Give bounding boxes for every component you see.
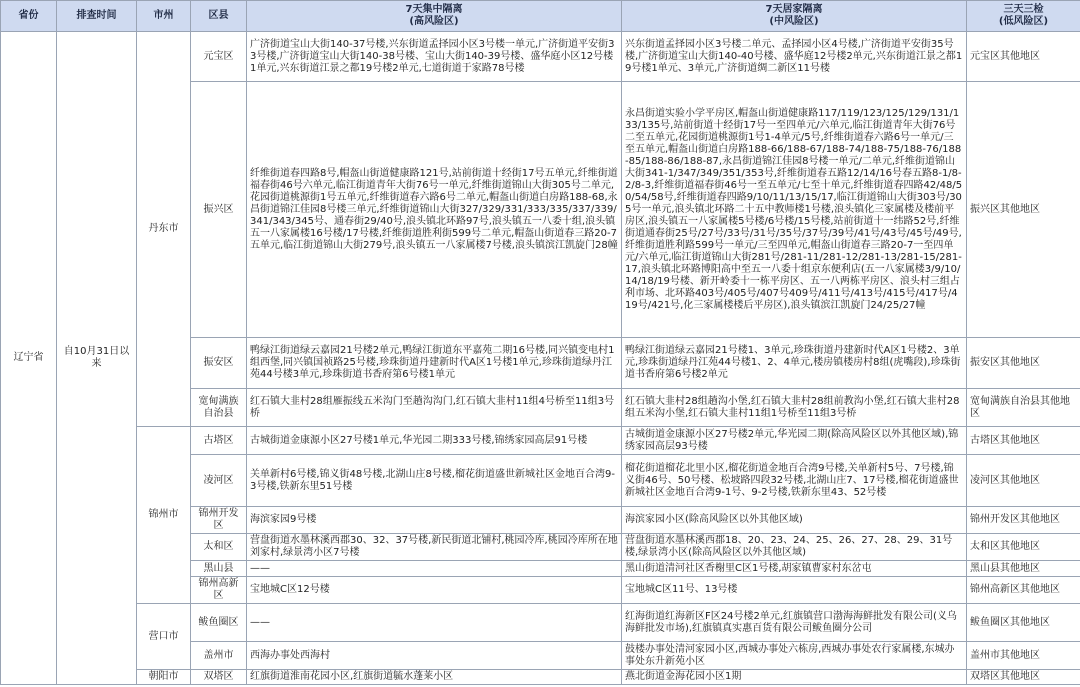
mid-risk-cell: 红海街道红海新区F区24号楼2单元,红旗镇营口渤海海鲜批发有限公司(义乌海鲜批发市场),红旗镇真实惠百货有限公司鲅鱼圈分公司 bbox=[622, 604, 967, 642]
header-district: 区县 bbox=[191, 1, 247, 32]
mid-risk-cell: 古城街道金康源小区27号楼2单元,华光园二期(除高风险区以外其他区域),锦绣家园高层93号楼 bbox=[622, 427, 967, 455]
table-row bbox=[1, 427, 1080, 455]
low-risk-cell: 鲅鱼圈区其他地区 bbox=[967, 604, 1080, 642]
district-cell: 太和区 bbox=[191, 534, 247, 561]
header-high-risk-line1: 7天集中隔离 bbox=[405, 4, 463, 15]
header-low-risk-line1: 三天三检 bbox=[1003, 4, 1044, 15]
low-risk-cell: 凌河区其他地区 bbox=[967, 455, 1080, 507]
province-cell: 辽宁省 bbox=[1, 32, 57, 685]
high-risk-cell: 红旗街道淮南花园小区,红旗街道毓水蓬莱小区 bbox=[247, 670, 622, 685]
low-risk-cell: 元宝区其他地区 bbox=[967, 32, 1080, 82]
high-risk-cell: 营盘街道水墨林溪西郡30、32、37号楼,新民街道北铺村,桃园冷库,桃园冷库所在地刘家村,绿景湾小区7号楼 bbox=[247, 534, 622, 561]
district-cell: 振兴区 bbox=[191, 82, 247, 338]
district-cell: 元宝区 bbox=[191, 32, 247, 82]
high-risk-cell: 红石镇大韭村28组雁振线五米沟门至趟沟沟门,红石镇大韭村11组4号桥至11组3号桥 bbox=[247, 389, 622, 427]
district-cell: 振安区 bbox=[191, 338, 247, 389]
mid-risk-cell: 红石镇大韭村28组趟沟小堡,红石镇大韭村28组前教沟小堡,红石镇大韭村28组五米沟小堡,红石镇大韭村11组1号桥至11组3号桥 bbox=[622, 389, 967, 427]
low-risk-cell: 古塔区其他地区 bbox=[967, 427, 1080, 455]
date-cell: 自10月31日以来 bbox=[57, 32, 137, 685]
low-risk-cell: 锦州高新区其他地区 bbox=[967, 577, 1080, 604]
high-risk-cell: —— bbox=[247, 604, 622, 642]
district-cell: 宽甸满族自治县 bbox=[191, 389, 247, 427]
header-mid-risk-line2: (中风险区) bbox=[769, 16, 819, 27]
table-row bbox=[1, 670, 1080, 685]
high-risk-cell: 纤维街道春四路8号,帽盔山街道健康路121号,站前街道十经街17号五单元,纤维街道福春街46号六单元,临江街道青年大街76号一单元,纤维街道锦山大街305号二单元,花园街道桃源街1号五单元,纤维街道春六路6号二单元,帽盔山街道白房路188-68,永昌街道锦江佳园8号楼三单元,纤维街道锦山大街327/329/331/333/335/337/339/341/343/345号、通春街29/40号,浪头镇北环路97号,浪头镇五一八委十组,浪头镇五一八家属楼16号楼/17号楼,纤维街道胜利街599号二单元,帽盔山街道春三路20-7五单元,临江街道锦山大街279号,浪头镇五一八家属楼7号楼,浪头镇滨江凯旋门28幢 bbox=[247, 82, 622, 338]
low-risk-cell: 双塔区其他地区 bbox=[967, 670, 1080, 685]
district-cell: 凌河区 bbox=[191, 455, 247, 507]
table-row bbox=[1, 604, 1080, 642]
high-risk-cell: 宝地城C区12号楼 bbox=[247, 577, 622, 604]
high-risk-cell: 古城街道金康源小区27号楼1单元,华光园二期333号楼,锦绣家园高层91号楼 bbox=[247, 427, 622, 455]
mid-risk-cell: 燕北街道金海花园小区1期 bbox=[622, 670, 967, 685]
low-risk-cell: 振兴区其他地区 bbox=[967, 82, 1080, 338]
header-city: 市州 bbox=[137, 1, 191, 32]
mid-risk-cell: 宝地城C区11号、13号楼 bbox=[622, 577, 967, 604]
district-cell: 盖州市 bbox=[191, 642, 247, 670]
low-risk-cell: 振安区其他地区 bbox=[967, 338, 1080, 389]
district-cell: 鲅鱼圈区 bbox=[191, 604, 247, 642]
mid-risk-cell: 营盘街道水墨林溪西郡18、20、23、24、25、26、27、28、29、31号楼,绿景湾小区(除高风险区以外其他区域) bbox=[622, 534, 967, 561]
high-risk-cell: —— bbox=[247, 561, 622, 577]
mid-risk-cell: 鼓楼办事处清河家园小区,西城办事处六栋房,西城办事处农行家属楼,东城办事处东升新苑小区 bbox=[622, 642, 967, 670]
high-risk-cell: 西海办事处西海村 bbox=[247, 642, 622, 670]
city-cell-chaoyang: 朝阳市 bbox=[137, 670, 191, 685]
district-cell: 锦州高新区 bbox=[191, 577, 247, 604]
header-row bbox=[1, 1, 1080, 32]
header-high-risk bbox=[247, 1, 622, 32]
low-risk-cell: 宽甸满族自治县其他地区 bbox=[967, 389, 1080, 427]
low-risk-cell: 太和区其他地区 bbox=[967, 534, 1080, 561]
low-risk-cell: 锦州开发区其他地区 bbox=[967, 507, 1080, 534]
mid-risk-cell: 兴东街道孟择园小区3号楼二单元、孟择园小区4号楼,广济街道平安街35号楼,广济街道宝山大街140-40号楼、盛华庭12号楼2单元,兴东街道江景之都19号楼1单元、3单元,广济街道绸二新区11号楼 bbox=[622, 32, 967, 82]
district-cell: 锦州开发区 bbox=[191, 507, 247, 534]
header-province: 省份 bbox=[1, 1, 57, 32]
city-cell-yingkou: 营口市 bbox=[137, 604, 191, 670]
table-row bbox=[1, 32, 1080, 82]
district-cell: 古塔区 bbox=[191, 427, 247, 455]
high-risk-cell: 广济街道宝山大街140-37号楼,兴东街道孟择园小区3号楼一单元,广济街道平安街33号楼,广济街道宝山大街140-38号楼、宝山大街140-39号楼、盛华庭小区12号楼1单元,兴东街道江景之都19号楼2单元,七道街道于家路78号楼 bbox=[247, 32, 622, 82]
high-risk-cell: 鸭绿江街道绿云嘉园21号楼2单元,鸭绿江街道东平嘉苑二期16号楼,同兴镇变电村1组西堡,同兴镇国祯路25号楼,珍珠街道丹建新时代A区1号楼1单元,珍珠街道绿丹江苑44号楼3单元,珍珠街道书香府第6号楼1单元 bbox=[247, 338, 622, 389]
header-low-risk bbox=[967, 1, 1080, 32]
low-risk-cell: 黑山县其他地区 bbox=[967, 561, 1080, 577]
mid-risk-cell: 海滨家园小区(除高风险区以外其他区域) bbox=[622, 507, 967, 534]
header-mid-risk-line1: 7天居家隔离 bbox=[765, 4, 823, 15]
header-mid-risk bbox=[622, 1, 967, 32]
mid-risk-cell: 鸭绿江街道绿云嘉园21号楼1、3单元,珍珠街道丹建新时代A区1号楼2、3单元,珍珠街道绿丹江苑44号楼1、2、4单元,楼房镇楼房村8组(虎嘴段),珍珠街道书香府第6号楼2单元 bbox=[622, 338, 967, 389]
district-cell: 黑山县 bbox=[191, 561, 247, 577]
mid-risk-cell: 黑山街道清河社区香榭里C区1号楼,胡家镇曹家村东岔屯 bbox=[622, 561, 967, 577]
mid-risk-cell: 永昌街道实验小学平房区,帽盔山街道健康路117/119/123/125/129/131/133/135号,站前街道十经街17号一至四单元/六单元,临江街道青年大街76号二至五单元,花园街道桃源街1号1-4单元/5号,纤维街道春六路6号一单元/三至五单元,帽盔山街道白房路188-66/188-67/188-74/188-75/188-76/188-85/188-86/188-87,永昌街道锦江佳园8号楼一单元/二单元,纤维街道锦山大街341-1/347/349/351/353号,纤维街道春五路12/14/16号春五路8-1/8-2/8-3,纤维街道福春街46号一至五单元/七至十单元,纤维街道春四路42/48/50/54/58号,纤维街道春四路9/10/11/13/15/17,临江街道锦山大街303号/305号一单元,浪头镇北环路二十五中教师楼1号楼,浪头镇化三家属楼及楼前平房区,浪头镇五一八家属楼5号楼/6号楼/15号楼,站前街道十一纬路52号,纤维街道通春街25号/27号/33号/31号/35号/37号/39号/41号/43号/45号/49号,纤维街道胜利路599号一单元/三至四单元,帽盔山街道春三路20-7一至四单元/六单元,临江街道锦山大街281号/281-11/281-12/281-13/281-15/281-17,浪头镇北环路博阳高中至五一八委十组京东便利店(五一八家属楼3/9/10/14/18/19号楼、新开岭委十一栋平房区、五一八两栋平房区、浪头村三组占利市场、北环路403号/405号/407号409号/411号/413号/415号/417号/419号/421号,化三家属楼楼后平房区),浪头镇滨江凯旋门24/25/27幢 bbox=[622, 82, 967, 338]
district-cell: 双塔区 bbox=[191, 670, 247, 685]
header-date: 排查时间 bbox=[57, 1, 137, 32]
header-high-risk-line2: (高风险区) bbox=[409, 16, 459, 27]
high-risk-cell: 海滨家园9号楼 bbox=[247, 507, 622, 534]
city-cell-jinzhou: 锦州市 bbox=[137, 427, 191, 604]
mid-risk-cell: 榴花街道榴花北里小区,榴花街道金地百合湾9号楼,关单新村5号、7号楼,锦义街46号、50号楼、松坡路四段32号楼,北湖山庄7、17号楼,榴花街道盛世新城社区金地百合湾9-1号、9-2号楼,铁新东里43、52号楼 bbox=[622, 455, 967, 507]
header-low-risk-line2: (低风险区) bbox=[998, 16, 1049, 27]
high-risk-cell: 关单新村6号楼,锦义街48号楼,北湖山庄8号楼,榴花街道盛世新城社区金地百合湾9-3号楼,铁新东里51号楼 bbox=[247, 455, 622, 507]
low-risk-cell: 盖州市其他地区 bbox=[967, 642, 1080, 670]
city-cell-dandong: 丹东市 bbox=[137, 32, 191, 427]
